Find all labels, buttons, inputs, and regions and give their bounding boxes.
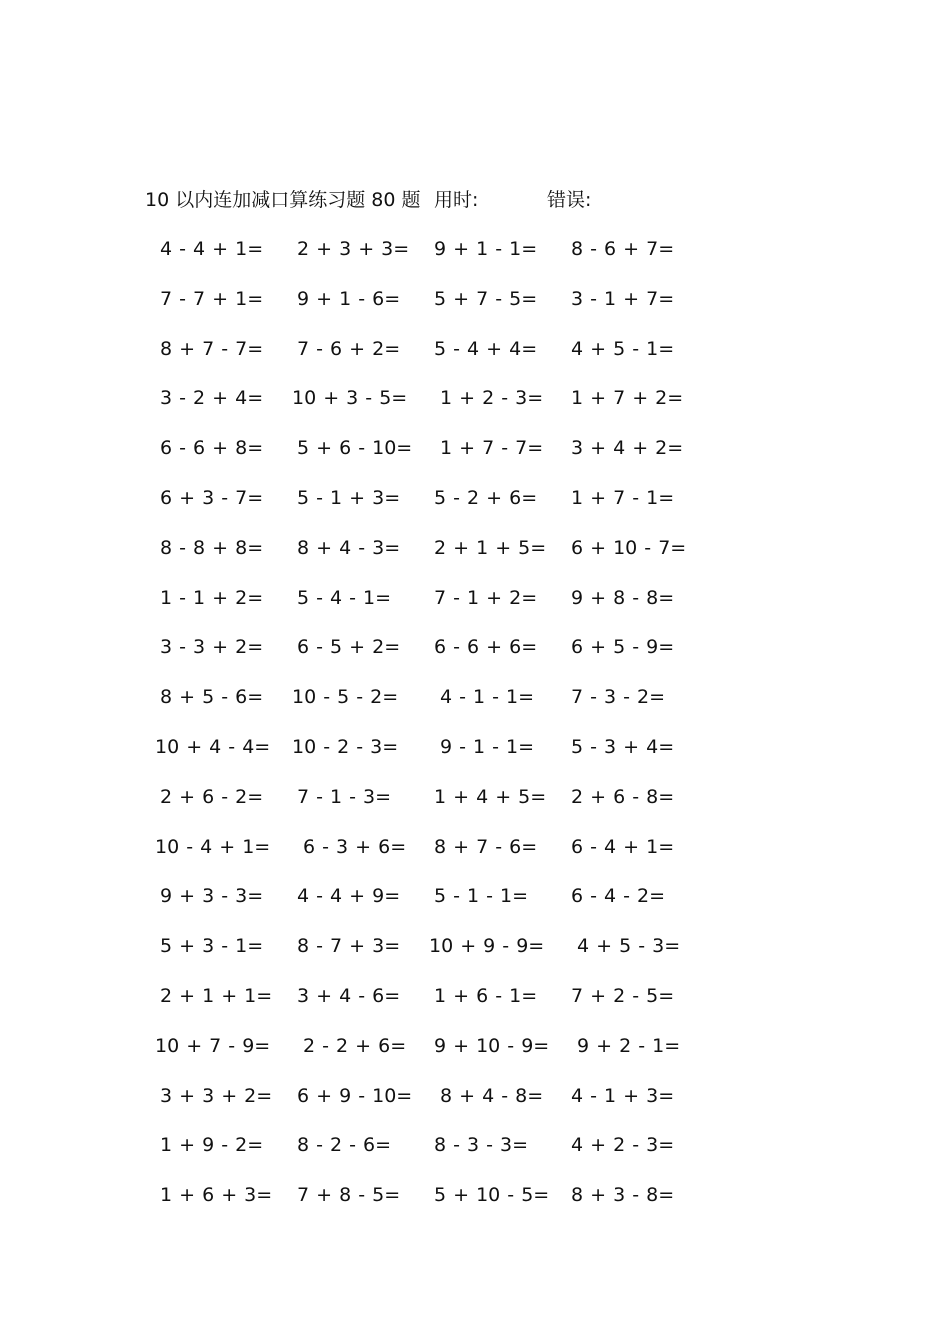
problem-row bbox=[0, 332, 950, 382]
problem-item: 10 + 4 - 4= bbox=[155, 735, 271, 758]
problem-item: 6 + 5 - 9= bbox=[571, 636, 675, 659]
problem-row bbox=[0, 830, 950, 880]
problem-item: 9 + 10 - 9= bbox=[434, 1034, 550, 1057]
problem-row bbox=[0, 481, 950, 531]
problem-grid bbox=[0, 232, 950, 1228]
problem-item: 6 - 5 + 2= bbox=[297, 636, 401, 659]
problem-item: 10 - 5 - 2= bbox=[292, 686, 399, 709]
problem-row bbox=[0, 1128, 950, 1178]
problem-item: 5 - 4 + 4= bbox=[434, 337, 538, 360]
problem-row bbox=[0, 1178, 950, 1228]
problem-item: 8 + 7 - 7= bbox=[160, 337, 264, 360]
problem-row bbox=[0, 1029, 950, 1079]
problem-row bbox=[0, 282, 950, 332]
problem-item: 6 - 4 - 2= bbox=[571, 885, 666, 908]
problem-row bbox=[0, 581, 950, 631]
errors-label: 错误: bbox=[547, 189, 592, 211]
problem-item: 6 + 9 - 10= bbox=[297, 1084, 413, 1107]
problem-item: 2 + 3 + 3= bbox=[297, 238, 410, 260]
problem-item: 5 + 7 - 5= bbox=[434, 287, 538, 310]
problem-item: 5 - 4 - 1= bbox=[297, 586, 392, 609]
problem-item: 10 + 7 - 9= bbox=[155, 1034, 271, 1057]
problem-item: 10 + 9 - 9= bbox=[429, 935, 545, 958]
problem-item: 7 - 7 + 1= bbox=[160, 287, 264, 310]
problem-item: 5 - 2 + 6= bbox=[434, 486, 538, 509]
problem-item: 4 + 5 - 3= bbox=[577, 935, 681, 958]
problem-item: 1 + 6 - 1= bbox=[434, 984, 538, 1007]
problem-item: 5 - 1 - 1= bbox=[434, 885, 529, 908]
problem-item: 5 + 6 - 10= bbox=[297, 437, 413, 460]
problem-item: 8 - 8 + 8= bbox=[160, 536, 264, 559]
problem-item: 3 - 2 + 4= bbox=[160, 387, 264, 410]
problem-item: 5 + 3 - 1= bbox=[160, 935, 264, 958]
problem-item: 8 - 6 + 7= bbox=[571, 238, 675, 260]
problem-item: 7 - 1 + 2= bbox=[434, 586, 538, 609]
problem-item: 6 + 10 - 7= bbox=[571, 536, 687, 559]
problem-item: 1 + 9 - 2= bbox=[160, 1134, 264, 1157]
problem-item: 9 - 1 - 1= bbox=[440, 735, 535, 758]
problem-item: 9 + 1 - 6= bbox=[297, 287, 401, 310]
problem-item: 2 + 1 + 1= bbox=[160, 984, 273, 1007]
problem-item: 6 - 6 + 6= bbox=[434, 636, 538, 659]
problem-item: 8 - 3 - 3= bbox=[434, 1134, 529, 1157]
problem-row bbox=[0, 730, 950, 780]
problem-item: 1 + 7 - 1= bbox=[571, 486, 675, 509]
problem-item: 6 + 3 - 7= bbox=[160, 486, 264, 509]
problem-item: 9 + 3 - 3= bbox=[160, 885, 264, 908]
problem-item: 10 + 3 - 5= bbox=[292, 387, 408, 410]
problem-item: 8 + 5 - 6= bbox=[160, 686, 264, 709]
problem-item: 1 + 6 + 3= bbox=[160, 1184, 273, 1207]
problem-item: 9 + 1 - 1= bbox=[434, 238, 538, 260]
problem-row bbox=[0, 381, 950, 431]
problem-item: 9 + 8 - 8= bbox=[571, 586, 675, 609]
problem-item: 6 - 4 + 1= bbox=[571, 835, 675, 858]
problem-item: 3 + 4 + 2= bbox=[571, 437, 684, 460]
problem-item: 4 - 1 + 3= bbox=[571, 1084, 675, 1107]
problem-item: 8 + 4 - 3= bbox=[297, 536, 401, 559]
problem-item: 9 + 2 - 1= bbox=[577, 1034, 681, 1057]
problem-row bbox=[0, 431, 950, 481]
problem-item: 4 - 1 - 1= bbox=[440, 686, 535, 709]
problem-item: 1 + 7 + 2= bbox=[571, 387, 684, 410]
problem-item: 6 - 3 + 6= bbox=[303, 835, 407, 858]
problem-item: 8 + 7 - 6= bbox=[434, 835, 538, 858]
problem-item: 8 + 4 - 8= bbox=[440, 1084, 544, 1107]
worksheet-title: 10 以内连加减口算练习题 80 题 bbox=[145, 189, 421, 211]
problem-item: 2 - 2 + 6= bbox=[303, 1034, 407, 1057]
problem-item: 3 + 4 - 6= bbox=[297, 984, 401, 1007]
problem-item: 5 - 1 + 3= bbox=[297, 486, 401, 509]
problem-item: 1 - 1 + 2= bbox=[160, 586, 264, 609]
problem-row bbox=[0, 929, 950, 979]
problem-row bbox=[0, 531, 950, 581]
problem-item: 7 + 8 - 5= bbox=[297, 1184, 401, 1207]
problem-item: 3 + 3 + 2= bbox=[160, 1084, 273, 1107]
problem-row bbox=[0, 879, 950, 929]
problem-item: 6 - 6 + 8= bbox=[160, 437, 264, 460]
problem-row bbox=[0, 232, 950, 282]
problem-item: 10 - 4 + 1= bbox=[155, 835, 271, 858]
problem-item: 4 + 5 - 1= bbox=[571, 337, 675, 360]
problem-item: 1 + 4 + 5= bbox=[434, 785, 547, 808]
problem-item: 5 + 10 - 5= bbox=[434, 1184, 550, 1207]
problem-item: 10 - 2 - 3= bbox=[292, 735, 399, 758]
problem-item: 2 + 6 - 8= bbox=[571, 785, 675, 808]
problem-row bbox=[0, 780, 950, 830]
problem-item: 7 - 6 + 2= bbox=[297, 337, 401, 360]
problem-item: 8 - 2 - 6= bbox=[297, 1134, 392, 1157]
problem-item: 2 + 1 + 5= bbox=[434, 536, 547, 559]
problem-row bbox=[0, 630, 950, 680]
problem-item: 7 + 2 - 5= bbox=[571, 984, 675, 1007]
problem-item: 2 + 6 - 2= bbox=[160, 785, 264, 808]
problem-item: 4 - 4 + 9= bbox=[297, 885, 401, 908]
problem-row bbox=[0, 1079, 950, 1129]
problem-item: 8 - 7 + 3= bbox=[297, 935, 401, 958]
problem-item: 8 + 3 - 8= bbox=[571, 1184, 675, 1207]
problem-item: 1 + 2 - 3= bbox=[440, 387, 544, 410]
problem-row bbox=[0, 979, 950, 1029]
problem-item: 3 - 1 + 7= bbox=[571, 287, 675, 310]
problem-item: 1 + 7 - 7= bbox=[440, 437, 544, 460]
problem-row bbox=[0, 680, 950, 730]
problem-item: 7 - 1 - 3= bbox=[297, 785, 392, 808]
problem-item: 3 - 3 + 2= bbox=[160, 636, 264, 659]
time-used-label: 用时: bbox=[434, 189, 479, 211]
problem-item: 4 - 4 + 1= bbox=[160, 238, 264, 260]
problem-item: 4 + 2 - 3= bbox=[571, 1134, 675, 1157]
problem-item: 5 - 3 + 4= bbox=[571, 735, 675, 758]
problem-item: 7 - 3 - 2= bbox=[571, 686, 666, 709]
